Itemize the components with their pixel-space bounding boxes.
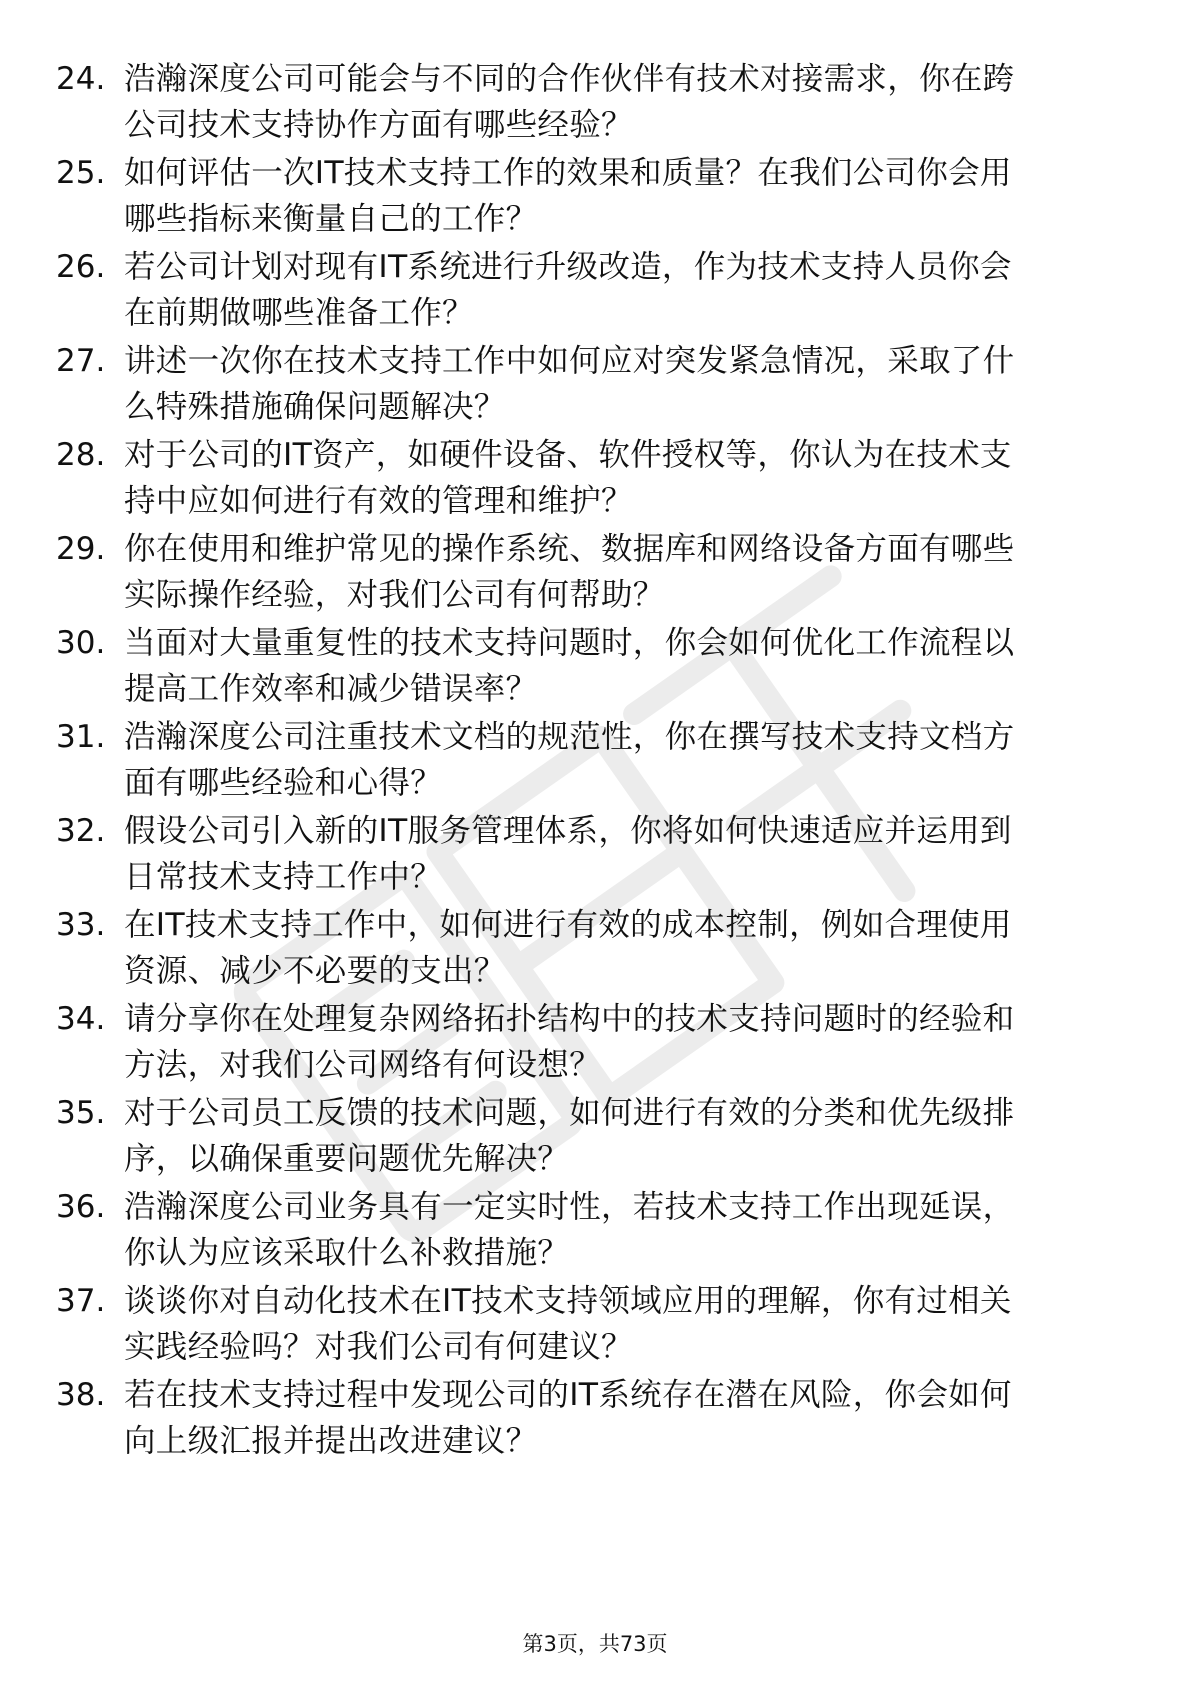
question-text xyxy=(124,526,1104,618)
question-number: 29. xyxy=(56,531,106,567)
question-text xyxy=(124,1372,1104,1464)
question-item xyxy=(0,1178,1190,1272)
question-line: 若在技术支持过程中发现公司的IT系统存在潜在风险，你会如何 xyxy=(124,1377,1012,1413)
question-text xyxy=(124,808,1104,900)
question-line: 浩瀚深度公司注重技术文档的规范性，你在撰写技术支持文档方 xyxy=(124,719,1015,755)
question-number: 30. xyxy=(56,625,106,661)
question-line: 在IT技术支持工作中，如何进行有效的成本控制，例如合理使用 xyxy=(124,907,1012,943)
question-line: 若公司计划对现有IT系统进行升级改造，作为技术支持人员你会 xyxy=(124,249,1012,285)
question-line: 浩瀚深度公司业务具有一定实时性，若技术支持工作出现延误， xyxy=(124,1189,1015,1225)
question-number: 31. xyxy=(56,719,106,755)
question-line: 持中应如何进行有效的管理和维护？ xyxy=(124,483,633,519)
question-item xyxy=(0,144,1190,238)
page-footer xyxy=(0,1630,1190,1658)
question-line: 讲述一次你在技术支持工作中如何应对突发紧急情况，采取了什 xyxy=(124,343,1015,379)
question-line: 公司技术支持协作方面有哪些经验？ xyxy=(124,107,633,143)
question-line: 请分享你在处理复杂网络拓扑结构中的技术支持问题时的经验和 xyxy=(124,1001,1015,1037)
question-item xyxy=(0,1366,1190,1460)
question-text xyxy=(124,432,1104,524)
question-text xyxy=(124,150,1104,242)
question-text xyxy=(124,1090,1104,1182)
question-line: 序，以确保重要问题优先解决？ xyxy=(124,1141,570,1177)
question-number: 37. xyxy=(56,1283,106,1319)
question-line: 向上级汇报并提出改进建议？ xyxy=(124,1423,538,1459)
question-text xyxy=(124,902,1104,994)
question-text xyxy=(124,714,1104,806)
question-number: 34. xyxy=(56,1001,106,1037)
question-line: 么特殊措施确保问题解决？ xyxy=(124,389,506,425)
question-line: 实际操作经验，对我们公司有何帮助？ xyxy=(124,577,665,613)
question-list xyxy=(0,50,1190,1460)
question-line: 日常技术支持工作中？ xyxy=(124,859,443,895)
question-line: 实践经验吗？对我们公司有何建议？ xyxy=(124,1329,633,1365)
question-text xyxy=(124,244,1104,336)
question-number: 28. xyxy=(56,437,106,473)
question-text xyxy=(124,338,1104,430)
question-item xyxy=(0,50,1190,144)
question-text xyxy=(124,996,1104,1088)
page-number-label: 第3页，共73页 xyxy=(522,1632,668,1656)
question-number: 27. xyxy=(56,343,106,379)
question-text xyxy=(124,1184,1104,1276)
question-number: 26. xyxy=(56,249,106,285)
question-line: 资源、减少不必要的支出？ xyxy=(124,953,506,989)
question-text xyxy=(124,56,1104,148)
question-item xyxy=(0,896,1190,990)
question-line: 对于公司员工反馈的技术问题，如何进行有效的分类和优先级排 xyxy=(124,1095,1015,1131)
question-line: 提高工作效率和减少错误率？ xyxy=(124,671,538,707)
question-line: 当面对大量重复性的技术支持问题时，你会如何优化工作流程以 xyxy=(124,625,1015,661)
question-line: 哪些指标来衡量自己的工作？ xyxy=(124,201,538,237)
question-number: 24. xyxy=(56,61,106,97)
question-line: 你在使用和维护常见的操作系统、数据库和网络设备方面有哪些 xyxy=(124,531,1015,567)
question-line: 浩瀚深度公司可能会与不同的合作伙伴有技术对接需求，你在跨 xyxy=(124,61,1015,97)
question-line: 如何评估一次IT技术支持工作的效果和质量？在我们公司你会用 xyxy=(124,155,1012,191)
question-number: 38. xyxy=(56,1377,106,1413)
question-item xyxy=(0,614,1190,708)
question-item xyxy=(0,520,1190,614)
question-item xyxy=(0,238,1190,332)
question-item xyxy=(0,1272,1190,1366)
question-item xyxy=(0,990,1190,1084)
question-text xyxy=(124,620,1104,712)
question-line: 你认为应该采取什么补救措施？ xyxy=(124,1235,570,1271)
question-line: 方法，对我们公司网络有何设想？ xyxy=(124,1047,602,1083)
question-line: 在前期做哪些准备工作？ xyxy=(124,295,474,331)
question-number: 35. xyxy=(56,1095,106,1131)
question-item xyxy=(0,332,1190,426)
question-text xyxy=(124,1278,1104,1370)
question-number: 33. xyxy=(56,907,106,943)
question-line: 假设公司引入新的IT服务管理体系，你将如何快速适应并运用到 xyxy=(124,813,1012,849)
question-item xyxy=(0,802,1190,896)
question-number: 25. xyxy=(56,155,106,191)
question-line: 面有哪些经验和心得？ xyxy=(124,765,443,801)
question-number: 36. xyxy=(56,1189,106,1225)
question-line: 对于公司的IT资产，如硬件设备、软件授权等，你认为在技术支 xyxy=(124,437,1012,473)
question-line: 谈谈你对自动化技术在IT技术支持领域应用的理解，你有过相关 xyxy=(124,1283,1012,1319)
question-item xyxy=(0,426,1190,520)
question-item xyxy=(0,708,1190,802)
question-item xyxy=(0,1084,1190,1178)
question-number: 32. xyxy=(56,813,106,849)
